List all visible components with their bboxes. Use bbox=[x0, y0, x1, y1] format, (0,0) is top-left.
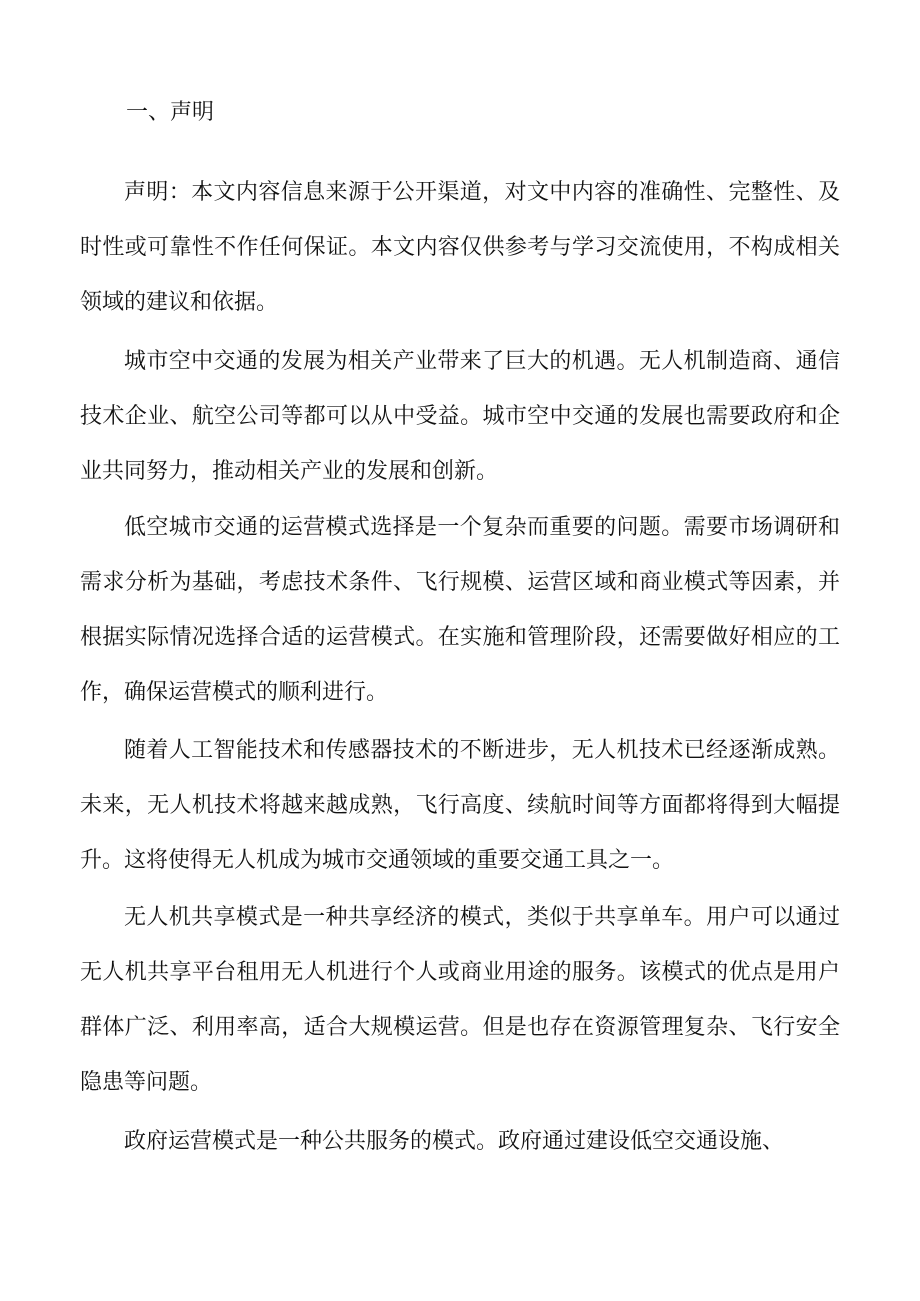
paragraph-operation-mode: 低空城市交通的运营模式选择是一个复杂而重要的问题。需要市场调研和需求分析为基础，考虑技术条件、飞行规模、运营区域和商业模式等因素，并根据实际情况选择合适的运营模式。在实施和管理阶段，还需要做好相应的工作，确保运营模式的顺利进行。 bbox=[80, 515, 840, 705]
paragraph-disclaimer: 声明：本文内容信息来源于公开渠道，对文中内容的准确性、完整性、及时性或可靠性不作任何保证。本文内容仅供参考与学习交流使用，不构成相关领域的建议和依据。 bbox=[80, 180, 840, 315]
section-heading: 一、声明 bbox=[126, 100, 215, 125]
paragraph-government-operation: 政府运营模式是一种公共服务的模式。政府通过建设低空交通设施、 bbox=[124, 1129, 785, 1154]
paragraph-drone-technology: 随着人工智能技术和传感器技术的不断进步，无人机技术已经逐渐成熟。未来，无人机技术将越来越成熟，飞行高度、续航时间等方面都将得到大幅提升。这将使得无人机成为城市交通领域的重要交通工具之一。 bbox=[80, 738, 840, 873]
paragraph-drone-sharing: 无人机共享模式是一种共享经济的模式，类似于共享单车。用户可以通过无人机共享平台租用无人机进行个人或商业用途的服务。该模式的优点是用户群体广泛、利用率高，适合大规模运营。但是也存在资源管理复杂、飞行安全隐患等问题。 bbox=[80, 905, 840, 1095]
paragraph-urban-air-traffic: 城市空中交通的发展为相关产业带来了巨大的机遇。无人机制造商、通信技术企业、航空公司等都可以从中受益。城市空中交通的发展也需要政府和企业共同努力，推动相关产业的发展和创新。 bbox=[80, 349, 840, 484]
